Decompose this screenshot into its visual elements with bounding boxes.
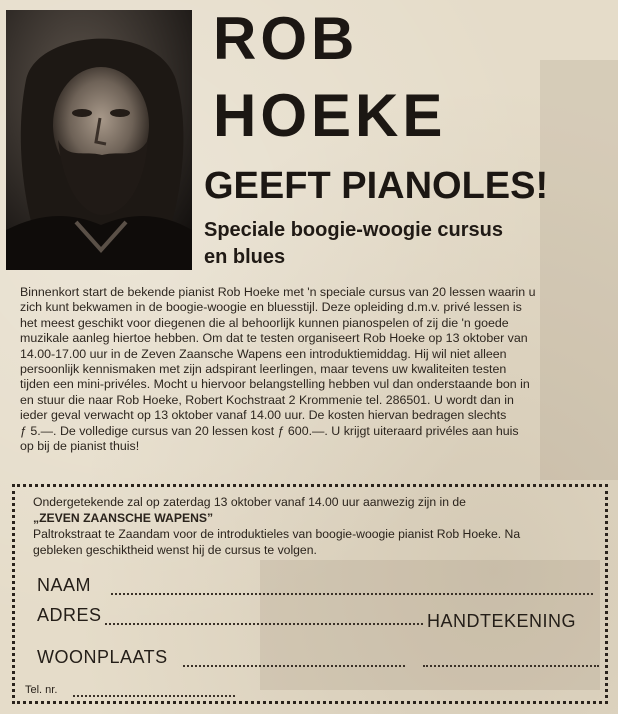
tel-field[interactable] bbox=[73, 695, 235, 697]
body-line: zich kunt bekwamen in de boogie-woogie en bluesstijl. Deze opleiding d.m.v. privé lessen is bbox=[20, 300, 522, 315]
adres-field[interactable] bbox=[105, 623, 423, 625]
portrait-photo bbox=[6, 10, 192, 270]
coupon-intro: Ondergetekende zal op zaterdag 13 oktober vanaf 14.00 uur aanwezig zijn in de bbox=[33, 495, 466, 509]
body-line: muzikale aanleg hiertoe hebben. Om dat te testen organiseert Rob Hoeke op 13 oktober van bbox=[20, 331, 528, 346]
tel-label: Tel. nr. bbox=[25, 684, 58, 696]
woonplaats-field[interactable] bbox=[183, 665, 405, 667]
handtekening-label: HANDTEKENING bbox=[427, 611, 577, 631]
body-line: Binnenkort start de bekende pianist Rob Hoeke met 'n speciale cursus van 20 lessen waarin u bbox=[20, 285, 536, 299]
headline-line-2: HOEKE bbox=[213, 82, 447, 149]
article-body bbox=[20, 285, 605, 454]
body-line: ƒ 5.—. De volledige cursus van 20 lessen kost ƒ 600.—. U krijgt uiteraard privéles aan huis bbox=[20, 423, 519, 438]
coupon-venue: „ZEVEN ZAANSCHE WAPENS” bbox=[33, 511, 214, 525]
body-line: 14.00-17.00 uur in de Zeven Zaansche Wapens een introduktiemiddag. Hij wil niet alleen bbox=[20, 346, 507, 361]
body-line: op bij de pianist thuis! bbox=[20, 439, 140, 454]
registration-coupon bbox=[12, 484, 608, 704]
subheadline-line-2: en blues bbox=[204, 246, 286, 268]
naam-field[interactable] bbox=[111, 593, 593, 595]
body-line: en stuur die naar Rob Hoeke, Robert Kochstraat 2 Krommenie tel. 286501. U wordt dan in bbox=[20, 392, 514, 407]
subheadline bbox=[204, 217, 614, 271]
body-line: tijden een mini-privéles. Mocht u hiervoor belangstelling hebben vul dan onderstaande bon in bbox=[20, 377, 530, 392]
handtekening-field[interactable] bbox=[423, 665, 599, 667]
body-line: persoonlijk kennismaken met zijn adspirant leerlingen, maar tevens uw kwaliteiten testen bbox=[20, 362, 507, 377]
body-line: ieder geval verwacht op 13 oktober vanaf 14.00 uur. De kosten hiervan bedragen slechts bbox=[20, 408, 507, 423]
body-line: het meest geschikt voor diegenen die al behoorlijk kunnen pianospelen of zij die 'n goede bbox=[20, 315, 509, 330]
naam-label: NAAM bbox=[37, 575, 92, 595]
headline-line-3: GEEFT PIANOLES! bbox=[204, 165, 549, 207]
headline-line-1: ROB bbox=[213, 5, 359, 72]
adres-label: ADRES bbox=[37, 605, 102, 625]
subheadline-line-1: Speciale boogie-woogie cursus bbox=[204, 219, 503, 241]
coupon-address-text: Paltrokstraat te Zaandam voor de introduktieles van boogie-woogie pianist Rob Hoeke. Na bbox=[33, 527, 521, 541]
portrait-illustration bbox=[6, 10, 192, 270]
woonplaats-label: WOONPLAATS bbox=[37, 647, 168, 667]
coupon-conditions: gebleken geschiktheid wenst hij de cursus te volgen. bbox=[33, 543, 317, 557]
